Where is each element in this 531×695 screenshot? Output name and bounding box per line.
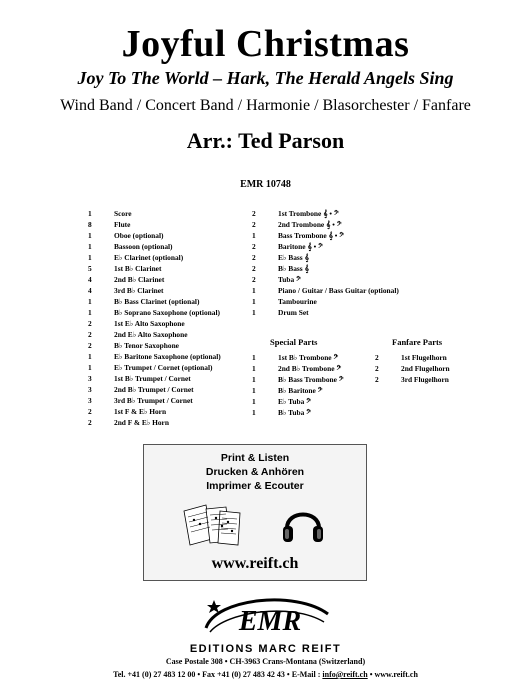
part-row — [88, 384, 258, 395]
print-listen-box — [143, 444, 367, 581]
promo-imprimer-ecouter: Imprimer & Ecouter — [206, 480, 304, 492]
part-row — [252, 230, 442, 241]
arranger: Arr.: Ted Parson — [186, 128, 345, 153]
part-quantity: 2 — [252, 209, 256, 218]
part-row — [88, 329, 258, 340]
part-row — [88, 296, 258, 307]
part-quantity: 4 — [88, 275, 92, 284]
part-name: Drum Set — [278, 308, 309, 317]
part-row — [88, 307, 258, 318]
part-name: 1st E♭ Alto Saxophone — [114, 319, 185, 328]
sheet-music-icon — [180, 501, 244, 547]
part-quantity: 1 — [88, 297, 92, 306]
part-name: B♭ Soprano Saxophone (optional) — [114, 308, 220, 317]
part-name: 2nd F & E♭ Horn — [114, 418, 169, 427]
parts-list-low-brass-rhythm — [252, 208, 442, 318]
part-row — [88, 406, 258, 417]
part-row — [88, 318, 258, 329]
part-quantity: 2 — [375, 375, 379, 384]
part-quantity: 3 — [88, 385, 92, 394]
fanfare-part-row — [375, 374, 475, 385]
special-part-row — [252, 396, 362, 407]
fanfare-part-row — [375, 352, 475, 363]
part-quantity: 2 — [252, 242, 256, 251]
part-name: B♭ Bass Trombone 𝄢 — [278, 375, 344, 384]
part-name: B♭ Bass 𝄞 — [278, 264, 309, 273]
part-quantity: 2 — [375, 364, 379, 373]
special-parts-heading: Special Parts — [270, 337, 318, 347]
part-name: Score — [114, 209, 132, 218]
special-part-row — [252, 363, 362, 374]
part-quantity: 1 — [88, 363, 92, 372]
promo-print-listen: Print & Listen — [220, 452, 290, 464]
part-quantity: 5 — [88, 264, 92, 273]
part-row — [252, 296, 442, 307]
part-name: 2nd B♭ Clarinet — [114, 275, 165, 284]
part-quantity: 1 — [252, 353, 256, 362]
part-quantity: 1 — [252, 364, 256, 373]
part-quantity: 1 — [88, 242, 92, 251]
part-row — [252, 307, 442, 318]
part-name: 2nd E♭ Alto Saxophone — [114, 330, 188, 339]
part-row — [252, 241, 442, 252]
part-quantity: 8 — [88, 220, 92, 229]
part-name: 2nd Flugelhorn — [401, 364, 450, 373]
fanfare-part-row — [375, 363, 475, 374]
score-subtitle: Joy To The World – Hark, The Herald Angels Sing — [77, 68, 454, 88]
part-row — [88, 395, 258, 406]
part-row — [88, 340, 258, 351]
part-row — [88, 208, 258, 219]
part-name: 1st Trombone 𝄞 • 𝄢 — [278, 209, 339, 218]
part-quantity: 1 — [252, 308, 256, 317]
part-quantity: 1 — [252, 375, 256, 384]
part-quantity: 3 — [88, 396, 92, 405]
part-quantity: 2 — [88, 418, 92, 427]
part-name: 3rd Flugelhorn — [401, 375, 449, 384]
part-name: B♭ Tuba 𝄢 — [278, 408, 311, 417]
part-row — [252, 252, 442, 263]
part-quantity: 1 — [88, 209, 92, 218]
part-name: 1st B♭ Trumpet / Cornet — [114, 374, 191, 383]
part-quantity: 1 — [252, 231, 256, 240]
part-name: E♭ Trumpet / Cornet (optional) — [114, 363, 213, 372]
part-name: 1st Flugelhorn — [401, 353, 447, 362]
logo-text: EMR — [238, 606, 302, 637]
publisher-address: Case Postale 308 • CH-3963 Crans-Montana (Switzerland) — [165, 657, 366, 666]
special-part-row — [252, 385, 362, 396]
part-name: 3rd B♭ Trumpet / Cornet — [114, 396, 193, 405]
part-quantity: 1 — [88, 231, 92, 240]
part-row — [88, 285, 258, 296]
part-quantity: 2 — [88, 407, 92, 416]
part-name: E♭ Tuba 𝄢 — [278, 397, 311, 406]
part-name: E♭ Clarinet (optional) — [114, 253, 184, 262]
part-quantity: 2 — [88, 319, 92, 328]
part-quantity: 1 — [88, 253, 92, 262]
part-name: B♭ Tenor Saxophone — [114, 341, 179, 350]
email-link[interactable]: info@reift.ch — [322, 670, 368, 679]
part-name: 1st F & E♭ Horn — [114, 407, 167, 416]
part-name: 1st B♭ Trombone 𝄢 — [278, 353, 339, 362]
part-quantity: 1 — [88, 308, 92, 317]
special-part-row — [252, 352, 362, 363]
part-quantity: 1 — [252, 286, 256, 295]
fanfare-parts-heading: Fanfare Parts — [392, 337, 443, 347]
part-name: 1st B♭ Clarinet — [114, 264, 162, 273]
part-name: 2nd Trombone 𝄞 • 𝄢 — [278, 220, 342, 229]
part-quantity: 2 — [252, 275, 256, 284]
promo-website-link[interactable]: www.reift.ch — [211, 555, 299, 572]
part-row — [88, 417, 258, 428]
part-name: Bassoon (optional) — [114, 242, 173, 251]
part-row — [252, 263, 442, 274]
part-quantity: 2 — [252, 220, 256, 229]
part-quantity: 1 — [252, 386, 256, 395]
parts-list-woodwinds-brass — [88, 208, 258, 428]
special-part-row — [252, 374, 362, 385]
part-name: Tuba 𝄢 — [278, 275, 301, 284]
part-quantity: 2 — [252, 264, 256, 273]
part-row — [252, 208, 442, 219]
contact-separator: • — [367, 670, 375, 679]
contact-phone-fax: Tel. +41 (0) 27 483 12 00 • Fax +41 (0) 27 483 42 43 • E-Mail : — [113, 670, 323, 679]
part-quantity: 4 — [88, 286, 92, 295]
part-row — [88, 373, 258, 384]
part-name: 2nd B♭ Trumpet / Cornet — [114, 385, 194, 394]
fanfare-parts-list — [375, 352, 475, 385]
part-name: Piano / Guitar / Bass Guitar (optional) — [278, 286, 399, 295]
part-row — [252, 219, 442, 230]
part-name: Bass Trombone 𝄞 • 𝄢 — [278, 231, 344, 240]
score-title: Joyful Christmas — [121, 23, 410, 65]
part-name: 3rd B♭ Clarinet — [114, 286, 164, 295]
part-name: E♭ Bass 𝄞 — [278, 253, 309, 262]
part-name: Oboe (optional) — [114, 231, 164, 240]
part-name: 2nd B♭ Trombone 𝄢 — [278, 364, 342, 373]
part-row — [252, 285, 442, 296]
publisher-contact — [0, 670, 531, 679]
part-row — [88, 252, 258, 263]
part-row — [88, 241, 258, 252]
part-quantity: 1 — [252, 408, 256, 417]
part-name: B♭ Bass Clarinet (optional) — [114, 297, 200, 306]
special-parts-list — [252, 352, 362, 418]
part-quantity: 1 — [252, 297, 256, 306]
part-quantity: 2 — [375, 353, 379, 362]
part-name: Tambourine — [278, 297, 317, 306]
catalog-number: EMR 10748 — [240, 179, 291, 190]
website-link[interactable]: www.reift.ch — [374, 670, 418, 679]
part-name: B♭ Baritone 𝄢 — [278, 386, 323, 395]
part-name: Baritone 𝄞 • 𝄢 — [278, 242, 323, 251]
part-quantity: 2 — [88, 341, 92, 350]
part-quantity: 2 — [88, 330, 92, 339]
part-row — [88, 263, 258, 274]
part-row — [88, 219, 258, 230]
part-row — [88, 230, 258, 241]
emr-logo — [196, 592, 336, 640]
publisher-name: EDITIONS MARC REIFT — [189, 643, 342, 655]
part-row — [252, 274, 442, 285]
part-quantity: 2 — [252, 253, 256, 262]
special-part-row — [252, 407, 362, 418]
part-row — [88, 362, 258, 373]
headphones-icon — [281, 500, 325, 546]
part-quantity: 3 — [88, 374, 92, 383]
part-row — [88, 351, 258, 362]
part-quantity: 1 — [252, 397, 256, 406]
part-name: E♭ Baritone Saxophone (optional) — [114, 352, 221, 361]
promo-drucken-anhoeren: Drucken & Anhören — [205, 466, 305, 478]
part-name: Flute — [114, 220, 131, 229]
part-quantity: 1 — [88, 352, 92, 361]
band-types: Wind Band / Concert Band / Harmonie / Blasorchester / Fanfare — [60, 97, 471, 114]
part-row — [88, 274, 258, 285]
